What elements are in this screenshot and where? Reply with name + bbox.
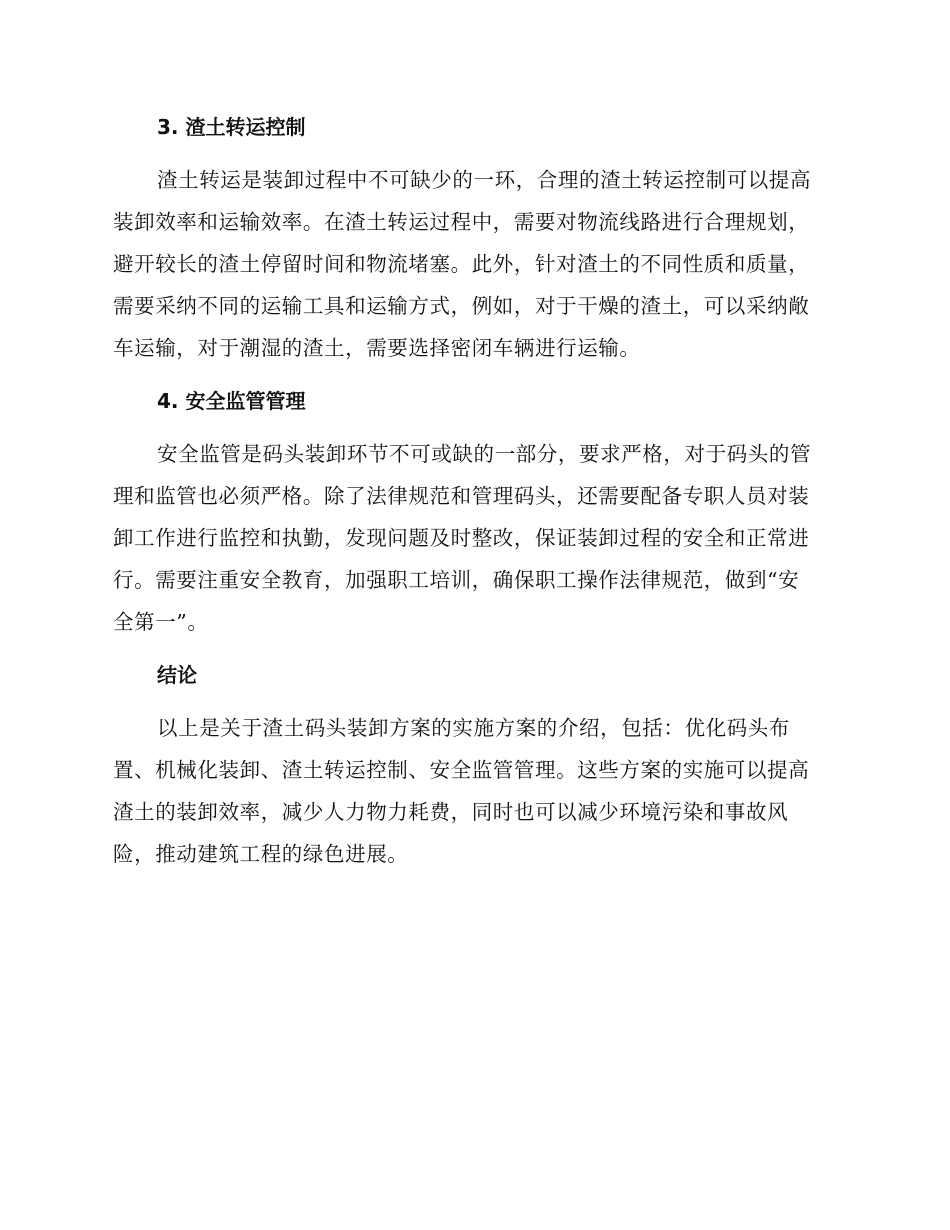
paragraph-line: 渣土转运是装卸过程中不可缺少的一环，合理的渣土转运控制可以提高 xyxy=(157,168,812,192)
paragraph-line: 安全监管是码头装卸环节不可或缺的一部分，要求严格，对于码头的管 xyxy=(157,442,812,466)
paragraph-line: 渣土的装卸效率，减少人力物力耗费，同时也可以减少环境污染和事故风 xyxy=(113,800,789,824)
document-body xyxy=(113,106,833,886)
paragraph-line: 理和监管也必须严格。除了法律规范和管理码头，还需要配备专职人员对装 xyxy=(113,484,810,508)
paragraph-line: 险，推动建筑工程的绿色进展。 xyxy=(113,842,409,866)
paragraph-line: 卸工作进行监控和执勤，发现问题及时整改，保证装卸过程的安全和正常进 xyxy=(113,526,810,550)
paragraph-line: 行。需要注重安全教育，加强职工培训，确保职工操作法律规范，做到“安 xyxy=(113,568,800,592)
paragraph-line: 以上是关于渣土码头装卸方案的实施方案的介绍，包括：优化码头布 xyxy=(157,716,790,740)
conclusion-heading: 结论 xyxy=(157,663,197,687)
section-paragraph-4 xyxy=(113,433,833,643)
section-heading-3: 3. 渣土转运控制 xyxy=(157,115,306,139)
section-paragraph-3 xyxy=(113,159,833,369)
paragraph-line: 置、机械化装卸、渣土转运控制、安全监管管理。这些方案的实施可以提高 xyxy=(113,758,810,782)
paragraph-line: 装卸效率和运输效率。在渣土转运过程中，需要对物流线路进行合理规划， xyxy=(113,210,810,234)
paragraph-line: 避开较长的渣土停留时间和物流堵塞。此外，针对渣土的不同性质和质量， xyxy=(113,252,810,276)
section-heading-4: 4. 安全监管管理 xyxy=(157,389,306,413)
conclusion-paragraph xyxy=(113,707,833,875)
paragraph-line: 全第一”。 xyxy=(113,610,209,634)
paragraph-line: 车运输，对于潮湿的渣土，需要选择密闭车辆进行运输。 xyxy=(113,336,641,360)
paragraph-line: 需要采纳不同的运输工具和运输方式，例如，对于干燥的渣土，可以采纳敞 xyxy=(113,294,810,318)
